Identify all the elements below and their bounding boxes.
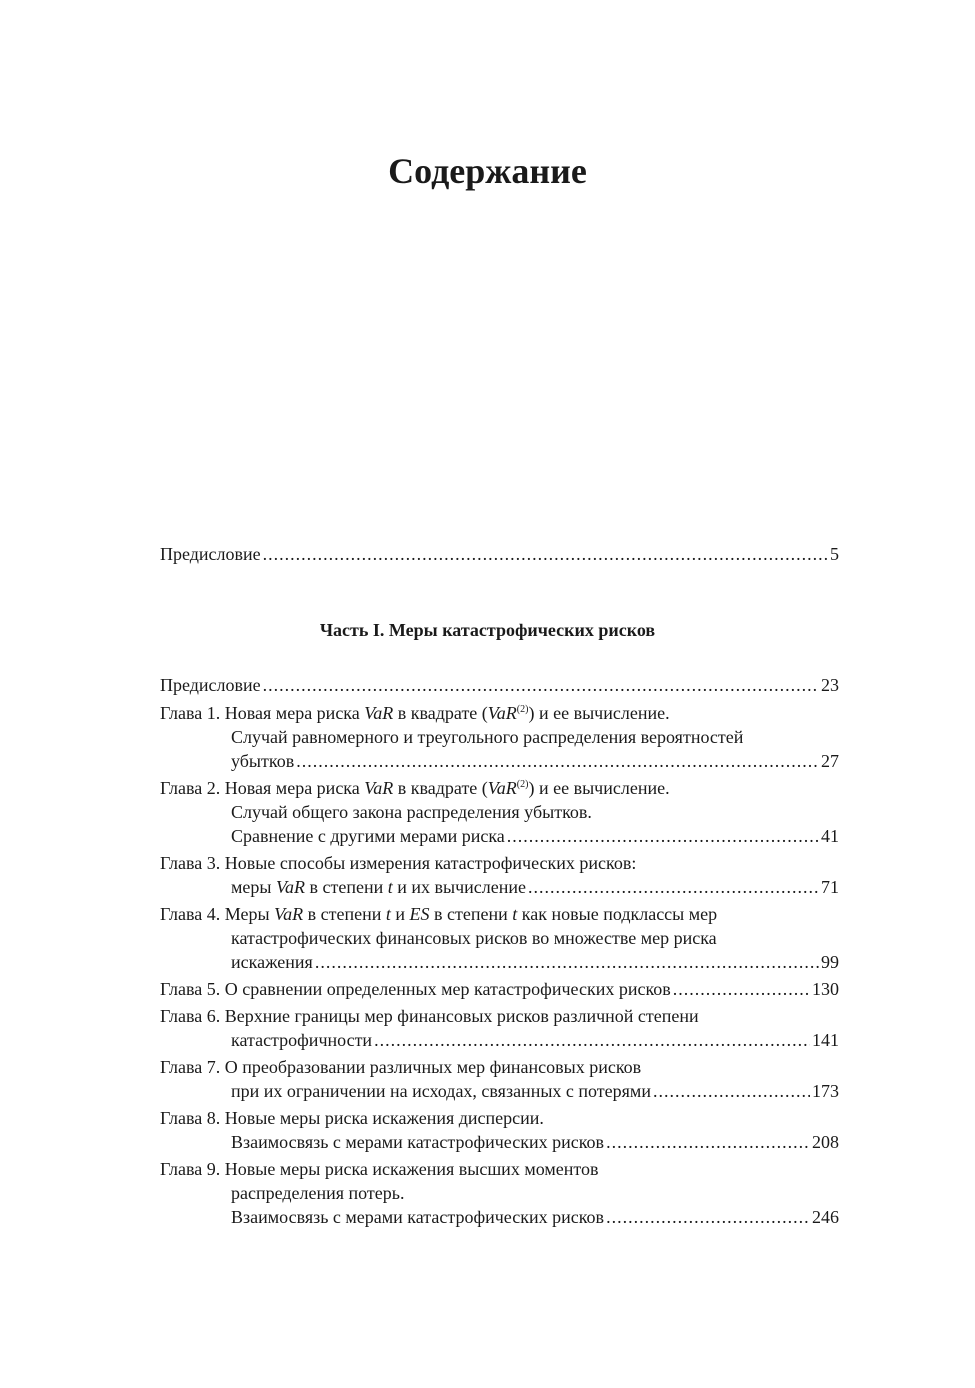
title-text: катастрофичности	[231, 1030, 373, 1050]
chapter-prefix: Глава 3.	[160, 853, 221, 873]
toc-entry-chapter-8	[160, 1106, 839, 1154]
math-var: VaR	[487, 703, 517, 723]
chapter-prefix: Глава 7.	[160, 1057, 221, 1077]
leader-dots	[315, 950, 819, 974]
title-text: и их вычисление	[392, 877, 526, 897]
title-text: Новая мера риска	[224, 703, 365, 723]
title-text: Новые меры риска искажения высших моментов	[224, 1159, 599, 1179]
math-var: VaR	[364, 778, 394, 798]
leader-dots	[606, 1205, 810, 1229]
title-text: и	[390, 904, 410, 924]
title-text: Случай равномерного и треугольного распределения вероятностей	[231, 727, 744, 747]
chapter-prefix: Глава 9.	[160, 1159, 221, 1179]
title-text: Сравнение с другими мерами риска	[231, 826, 505, 846]
title-text: Взаимосвязь с мерами катастрофических рисков	[231, 1132, 605, 1152]
page-title: Содержание	[388, 151, 587, 191]
math-var: VaR	[364, 703, 394, 723]
title-text: О преобразовании различных мер финансовых рисков	[224, 1057, 642, 1077]
title-text: в степени	[304, 877, 388, 897]
entry-label: Предисловие	[160, 675, 261, 695]
part-heading: Часть I. Меры катастрофических рисков	[319, 620, 656, 640]
title-text: убытков	[231, 751, 295, 771]
toc-entry-chapter-3	[160, 851, 839, 899]
title-text: меры	[231, 877, 276, 897]
toc-entry-chapter-6	[160, 1004, 839, 1052]
title-text: искажения	[231, 952, 313, 972]
title-text: Взаимосвязь с мерами катастрофических рисков	[231, 1207, 605, 1227]
toc-entry-chapter-9	[160, 1157, 839, 1229]
page-number: 208	[812, 1132, 839, 1152]
page-number: 41	[821, 826, 839, 846]
title-text: ) и ее вычисление.	[528, 703, 670, 723]
leader-dots	[653, 1079, 810, 1103]
page-number: 27	[821, 751, 839, 771]
toc-part-1	[160, 673, 839, 1229]
leader-dots	[296, 749, 819, 773]
leader-dots	[606, 1130, 810, 1154]
title-text: Новая мера риска	[224, 778, 365, 798]
toc-entry-chapter-5	[160, 977, 839, 1001]
page-number: 130	[812, 979, 839, 999]
leader-dots	[528, 875, 819, 899]
leader-dots	[263, 673, 819, 697]
chapter-prefix: Глава 5.	[160, 979, 221, 999]
toc-entry-chapter-7	[160, 1055, 839, 1103]
math-var: VaR	[275, 877, 305, 897]
title-text: в степени	[429, 904, 513, 924]
superscript: (2)	[516, 704, 529, 715]
math-var: ES	[409, 904, 430, 924]
page-number: 173	[812, 1081, 839, 1101]
title-text: Меры	[224, 904, 275, 924]
leader-dots	[673, 977, 810, 1001]
page-number: 71	[821, 877, 839, 897]
entry-label: Предисловие	[160, 544, 261, 564]
title-text: О сравнении определенных мер катастрофических рисков	[224, 979, 671, 999]
title-text: в квадрате (	[393, 703, 488, 723]
title-text: при их ограничении на исходах, связанных с потерями	[231, 1081, 651, 1101]
title-text: в степени	[303, 904, 386, 924]
title-text: в квадрате (	[393, 778, 488, 798]
chapter-prefix: Глава 1.	[160, 703, 221, 723]
superscript: (2)	[516, 779, 529, 790]
toc-entry-chapter-4	[160, 902, 839, 974]
title-text: Случай общего закона распределения убытков.	[231, 802, 592, 822]
page-number: 5	[830, 544, 839, 564]
math-var: VaR	[274, 904, 304, 924]
title-text: как новые подклассы мер	[517, 904, 718, 924]
math-var: VaR	[487, 778, 517, 798]
title-text: Верхние границы мер финансовых рисков различной степени	[224, 1006, 699, 1026]
chapter-prefix: Глава 8.	[160, 1108, 221, 1128]
chapter-prefix: Глава 6.	[160, 1006, 221, 1026]
page-number: 246	[812, 1207, 839, 1227]
title-text: Новые меры риска искажения дисперсии.	[224, 1108, 544, 1128]
math-var: t	[385, 904, 391, 924]
leader-dots	[263, 542, 828, 566]
math-var: t	[387, 877, 393, 897]
toc-entry-preface	[160, 673, 839, 697]
page-number: 99	[821, 952, 839, 972]
title-text: катастрофических финансовых рисков во множестве мер риска	[231, 928, 717, 948]
toc-entry-chapter-2	[160, 776, 839, 848]
page-number: 141	[812, 1030, 839, 1050]
title-text: Новые способы измерения катастрофических рисков:	[224, 853, 637, 873]
page-number: 23	[821, 675, 839, 695]
chapter-prefix: Глава 2.	[160, 778, 221, 798]
leader-dots	[374, 1028, 810, 1052]
title-text: ) и ее вычисление.	[528, 778, 670, 798]
math-var: t	[512, 904, 518, 924]
toc-entry-chapter-1	[160, 701, 839, 773]
chapter-prefix: Глава 4.	[160, 904, 221, 924]
leader-dots	[507, 824, 819, 848]
toc-front-preface	[160, 542, 839, 566]
title-text: распределения потерь.	[231, 1183, 405, 1203]
